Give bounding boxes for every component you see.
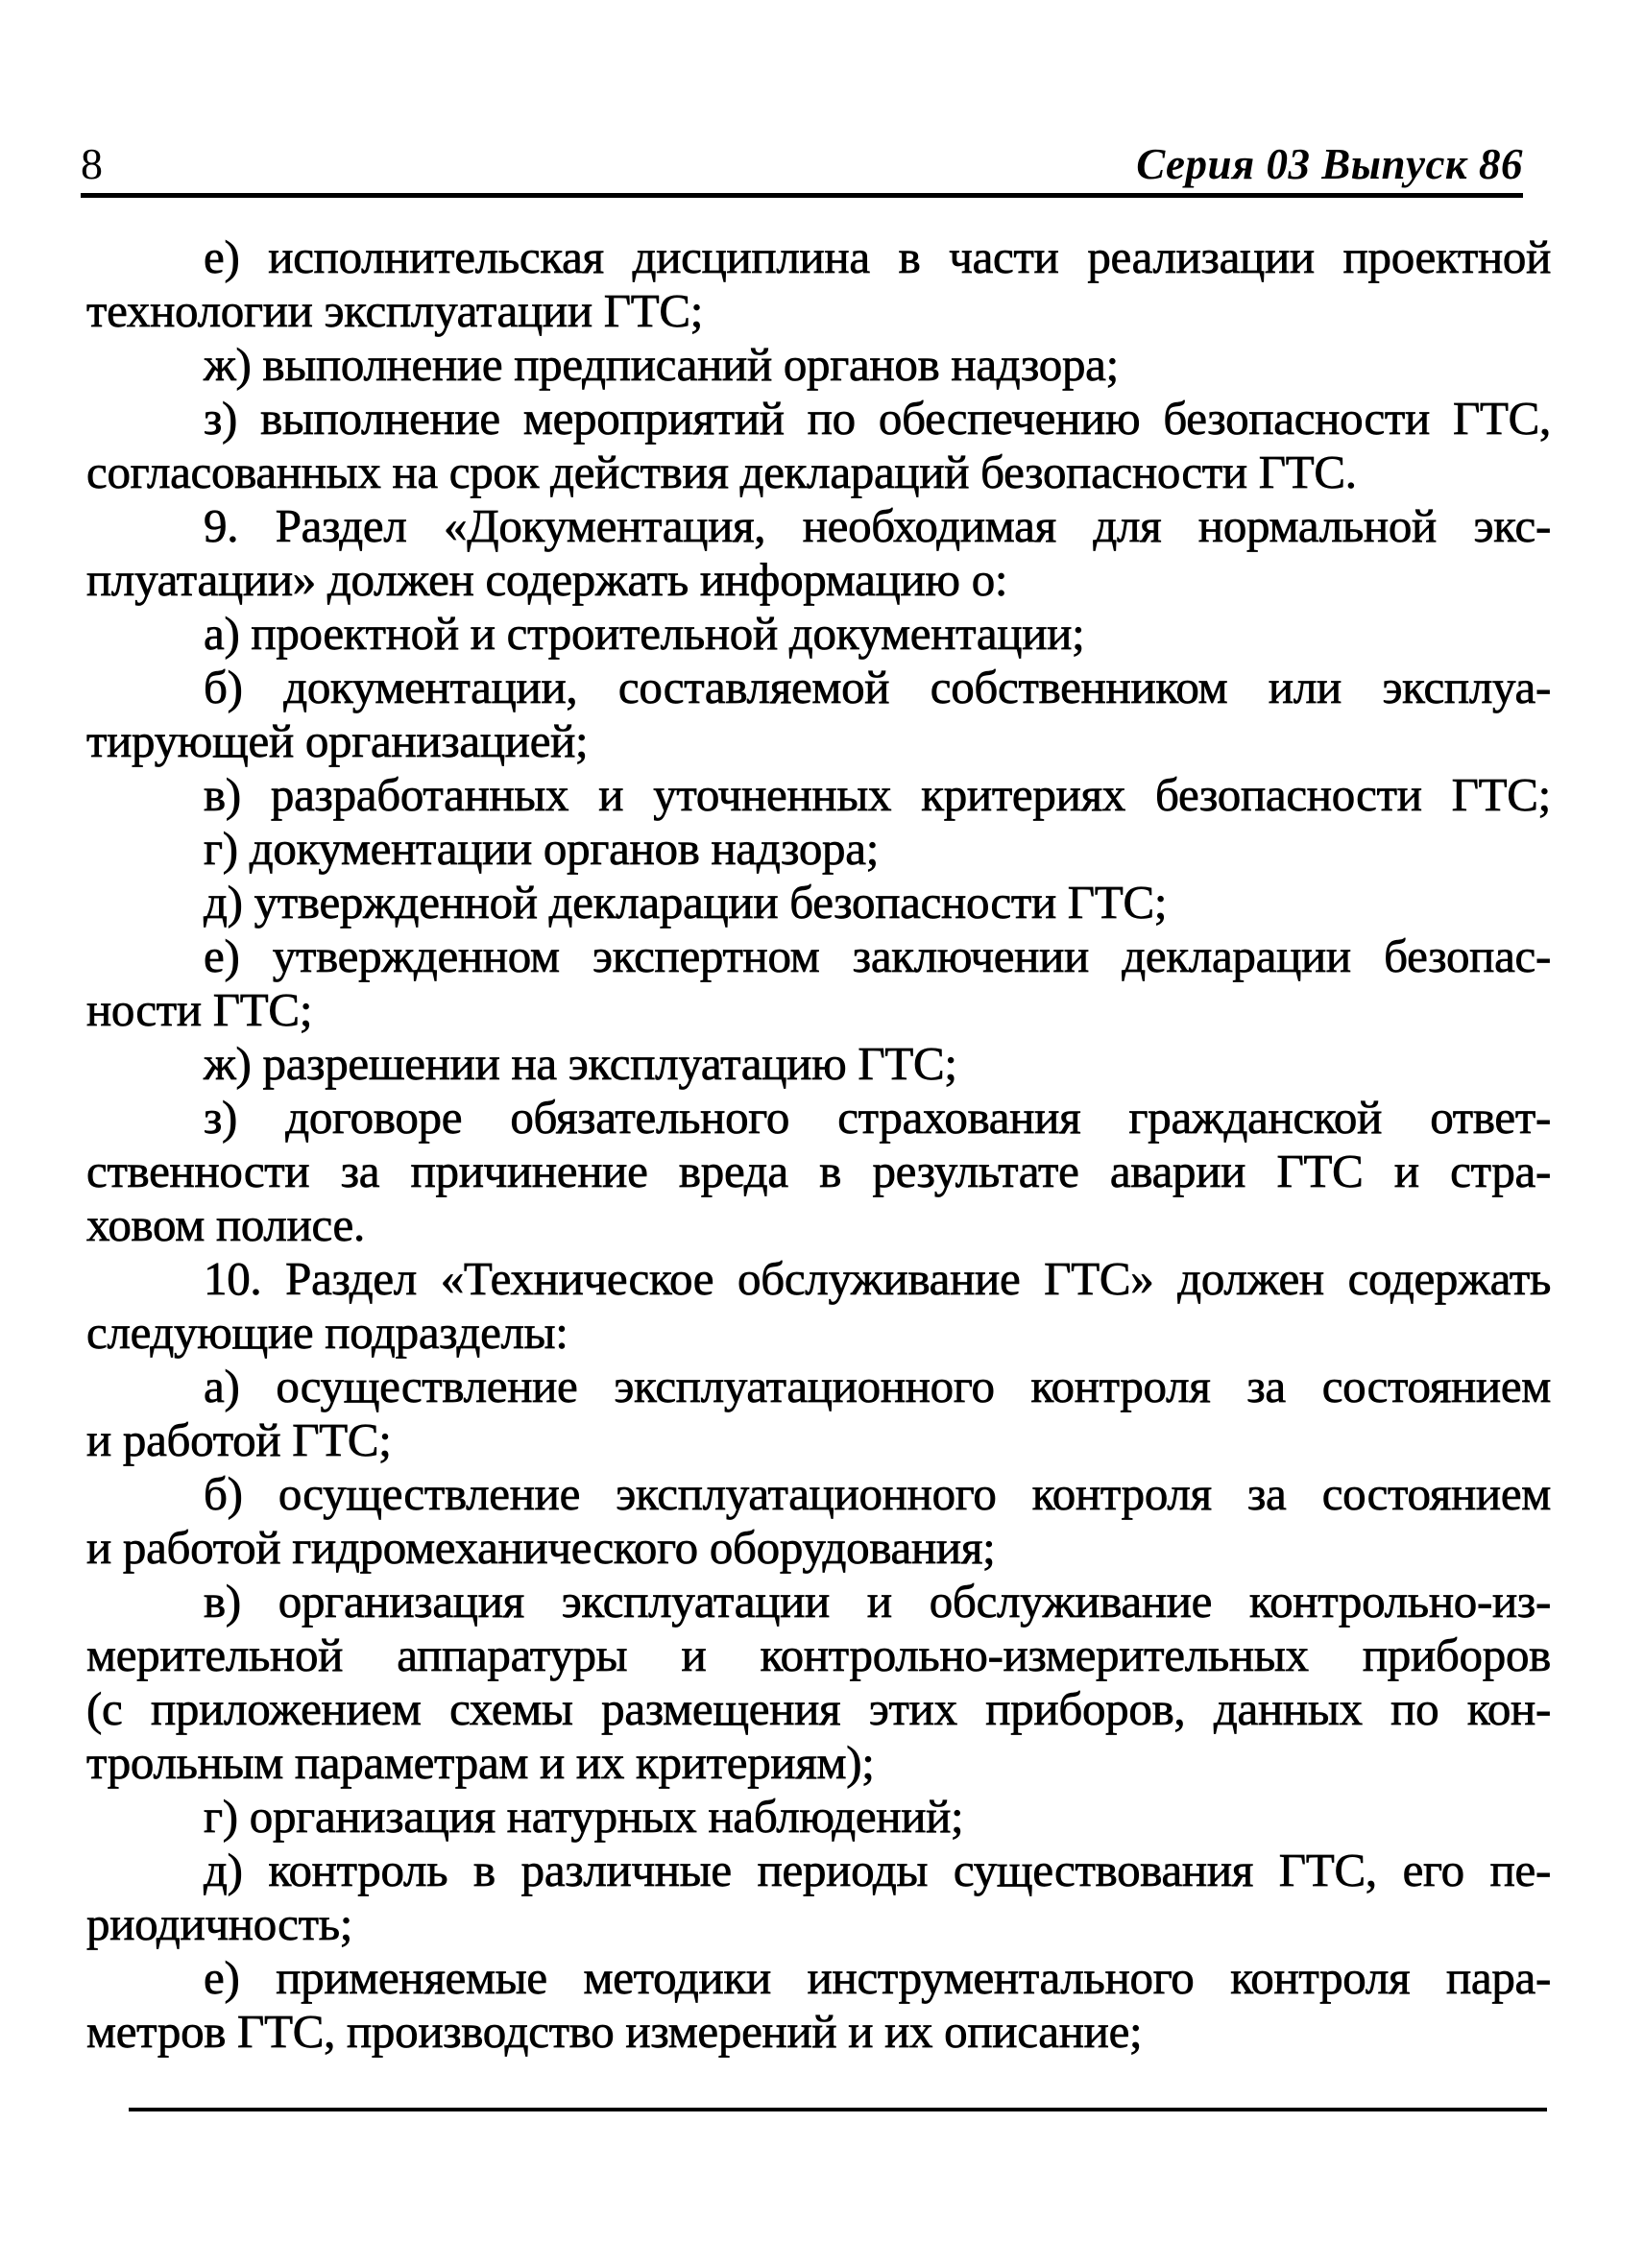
text-line: 10. Раздел «Техническое обслуживание ГТС» должен содержать xyxy=(204,1252,1551,1305)
text-line: в) организация эксплуатации и обслуживание контрольно-из- xyxy=(204,1575,1551,1628)
text-line: мерительной аппаратуры и контрольно-измерительных приборов xyxy=(86,1629,1551,1681)
text-line: ховом полисе. xyxy=(86,1198,365,1251)
text-line: ности ГТС; xyxy=(86,983,313,1036)
footer-rule xyxy=(129,2108,1547,2111)
text-line: в) разработанных и уточненных критериях безопасности ГТС; xyxy=(204,768,1551,821)
text-line: г) документации органов надзора; xyxy=(204,822,880,875)
text-line: ж) выполнение предписаний органов надзора; xyxy=(204,338,1119,391)
text-line: и работой ГТС; xyxy=(86,1413,392,1466)
text-line: технологии эксплуатации ГТС; xyxy=(86,284,704,337)
text-line: плуатации» должен содержать информацию о: xyxy=(86,553,1008,606)
text-line: д) утвержденной декларации безопасности ГТС; xyxy=(204,876,1168,929)
body-text xyxy=(86,230,1551,2059)
text-line: согласованных на срок действия деклараций безопасности ГТС. xyxy=(86,446,1357,498)
text-line: б) осуществление эксплуатационного контроля за состоянием xyxy=(204,1467,1551,1520)
text-line: е) применяемые методики инструментального контроля пара- xyxy=(204,1951,1551,2004)
text-line: а) осуществление эксплуатационного контроля за состоянием xyxy=(204,1360,1551,1412)
header-edition-title: Серия 03 Выпуск 86 xyxy=(1136,140,1523,188)
text-line: (с приложением схемы размещения этих приборов, данных по кон- xyxy=(86,1682,1551,1735)
text-line: ственности за причинение вреда в результате аварии ГТС и стра- xyxy=(86,1145,1551,1197)
text-line: з) выполнение мероприятий по обеспечению безопасности ГТС, xyxy=(204,392,1551,445)
text-line: следующие подразделы: xyxy=(86,1306,568,1359)
text-line: а) проектной и строительной документации; xyxy=(204,607,1085,660)
page-number: 8 xyxy=(81,139,103,188)
text-line: е) исполнительская дисциплина в части реализации проектной xyxy=(204,230,1551,283)
text-line: трольным параметрам и их критериям); xyxy=(86,1736,875,1789)
text-line: 9. Раздел «Документация, необходимая для нормальной экс- xyxy=(204,499,1551,552)
text-line: риодичность; xyxy=(86,1897,353,1950)
text-line: и работой гидромеханического оборудования; xyxy=(86,1521,996,1574)
text-line: ж) разрешении на эксплуатацию ГТС; xyxy=(204,1037,957,1090)
text-line: з) договоре обязательного страхования гражданской ответ- xyxy=(204,1091,1551,1144)
text-line: д) контроль в различные периоды существования ГТС, его пе- xyxy=(204,1844,1551,1896)
text-line: г) организация натурных наблюдений; xyxy=(204,1790,964,1843)
text-line: метров ГТС, производство измерений и их описание; xyxy=(86,2005,1143,2058)
text-line: е) утвержденном экспертном заключении декларации безопас- xyxy=(204,929,1551,982)
text-line: тирующей организацией; xyxy=(86,714,589,767)
header-rule xyxy=(81,193,1523,198)
text-line: б) документации, составляемой собственником или эксплуа- xyxy=(204,661,1551,713)
